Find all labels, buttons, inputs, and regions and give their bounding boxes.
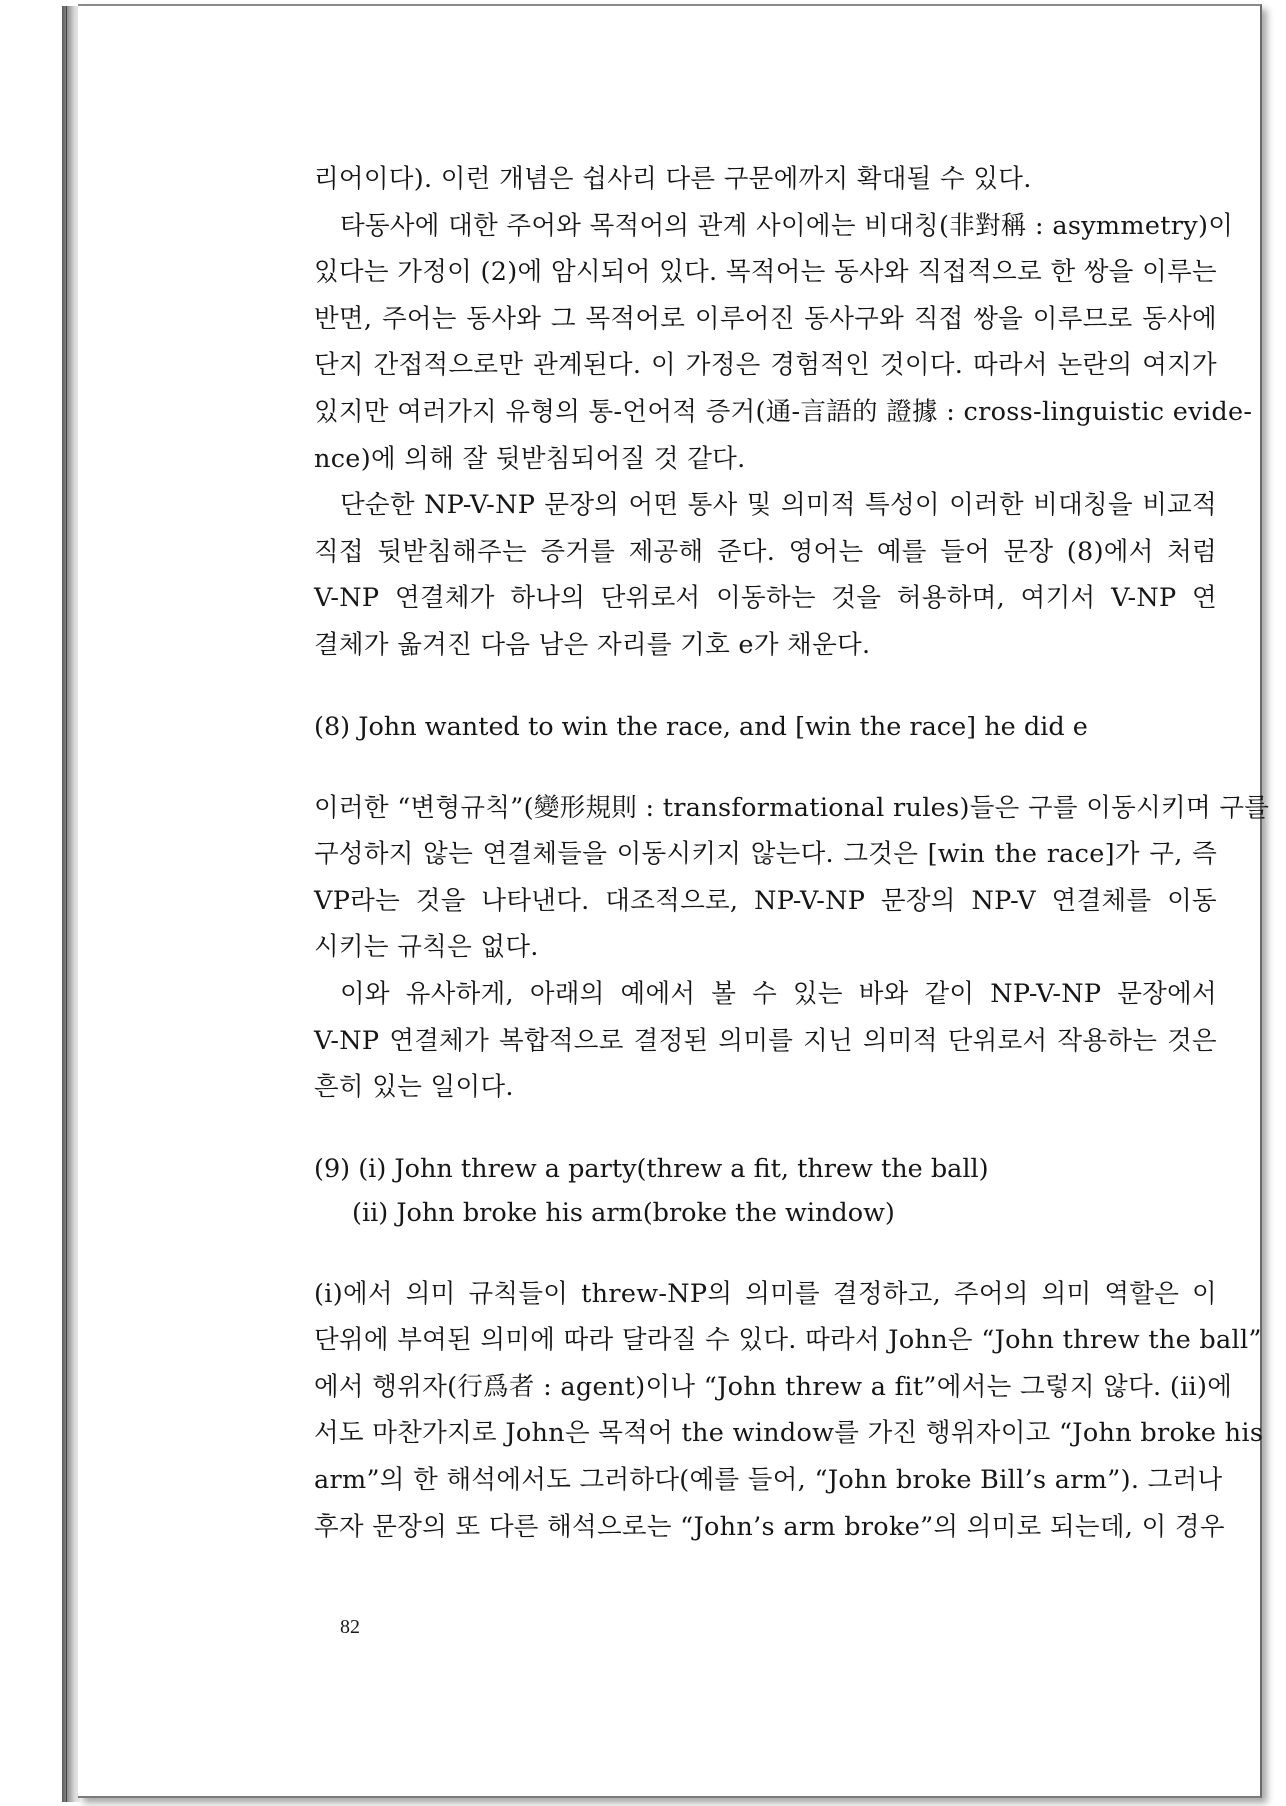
book-page	[78, 4, 1270, 1798]
text-line: nce)에 의해 잘 뒷받침되어질 것 같다.	[314, 443, 746, 474]
text-line: 이와 유사하게, 아래의 예에서 볼 수 있는 바와 같이 NP-V-NP 문장에서	[340, 978, 1217, 1009]
text-line: 단순한 NP-V-NP 문장의 어떤 통사 및 의미적 특성이 이러한 비대칭을 비교적	[340, 490, 1217, 521]
text-line: 리어이다). 이런 개념은 쉽사리 다른 구문에까지 확대될 수 있다.	[314, 164, 1032, 194]
text-line: V-NP 연결체가 복합적으로 결정된 의미를 지닌 의미적 단위로서 작용하는 것은	[314, 1025, 1217, 1056]
text-line: 결체가 옮겨진 다음 남은 자리를 기호 e가 채운다.	[314, 629, 871, 660]
text-line: 흔히 있는 일이다.	[314, 1072, 514, 1103]
text-line: 있다는 가정이 (2)에 암시되어 있다. 목적어는 동사와 직접적으로 한 쌍을 이루는	[314, 257, 1217, 288]
text-line: 단위에 부여된 의미에 따라 달라질 수 있다. 따라서 John은 “John threw the ball”	[314, 1325, 1262, 1356]
text-line: 시키는 규칙은 없다.	[314, 932, 539, 963]
example-sentence: (ii) John broke his arm(broke the window)	[352, 1197, 895, 1228]
text-line: 서도 마찬가지로 John은 목적어 the window를 가진 행위자이고 “John broke his	[314, 1418, 1264, 1449]
text-line: 직접 뒷받침해주는 증거를 제공해 준다. 영어는 예를 들어 문장 (8)에서 처럼	[314, 536, 1217, 567]
page-body-text	[314, 156, 1270, 1550]
text-line: 있지만 여러가지 유형의 통-언어적 증거(通-言語的 證據 : cross-linguistic evide-	[314, 396, 1253, 427]
paragraph-gap	[314, 669, 1217, 705]
paragraph-gap	[314, 1235, 1217, 1271]
text-line: 단지 간접적으로만 관계된다. 이 가정은 경험적인 것이다. 따라서 논란의 여지가	[314, 350, 1217, 381]
example-sentence: (8) John wanted to win the race, and [win the race] he did e	[314, 711, 1088, 742]
text-line: 에서 행위자(行爲者 : agent)이나 “John threw a fit”에서는 그렇지 않다. (ii)에	[314, 1371, 1233, 1402]
text-line: 반면, 주어는 동사와 그 목적어로 이루어진 동사구와 직접 쌍을 이루므로 동사에	[314, 303, 1217, 334]
text-line: VP라는 것을 나타낸다. 대조적으로, NP-V-NP 문장의 NP-V 연결체를 이동	[314, 885, 1217, 916]
text-line: 구성하지 않는 연결체들을 이동시키지 않는다. 그것은 [win the race]가 구, 즉	[314, 839, 1217, 870]
text-line: 이러한 “변형규칙”(變形規則 : transformational rules)들은 구를 이동시키며 구를	[314, 792, 1270, 823]
example-sentence: (9) (i) John threw a party(threw a fit, threw the ball)	[314, 1153, 989, 1184]
page-number: 82	[340, 1616, 360, 1638]
text-line: arm”의 한 해석에서도 그러하다(예를 들어, “John broke Bill’s arm”). 그러나	[314, 1465, 1223, 1496]
paragraph-gap	[314, 749, 1217, 785]
text-line: 후자 문장의 또 다른 해석으로는 “John’s arm broke”의 의미로 되는데, 이 경우	[314, 1511, 1225, 1542]
text-line: (i)에서 의미 규칙들이 threw-NP의 의미를 결정하고, 주어의 의미 역할은 이	[314, 1278, 1217, 1309]
text-line: 타동사에 대한 주어와 목적어의 관계 사이에는 비대칭(非對稱 : asymmetry)이	[340, 210, 1234, 241]
paragraph-gap	[314, 1111, 1217, 1147]
text-line: V-NP 연결체가 하나의 단위로서 이동하는 것을 허용하며, 여기서 V-NP 연	[314, 583, 1217, 614]
